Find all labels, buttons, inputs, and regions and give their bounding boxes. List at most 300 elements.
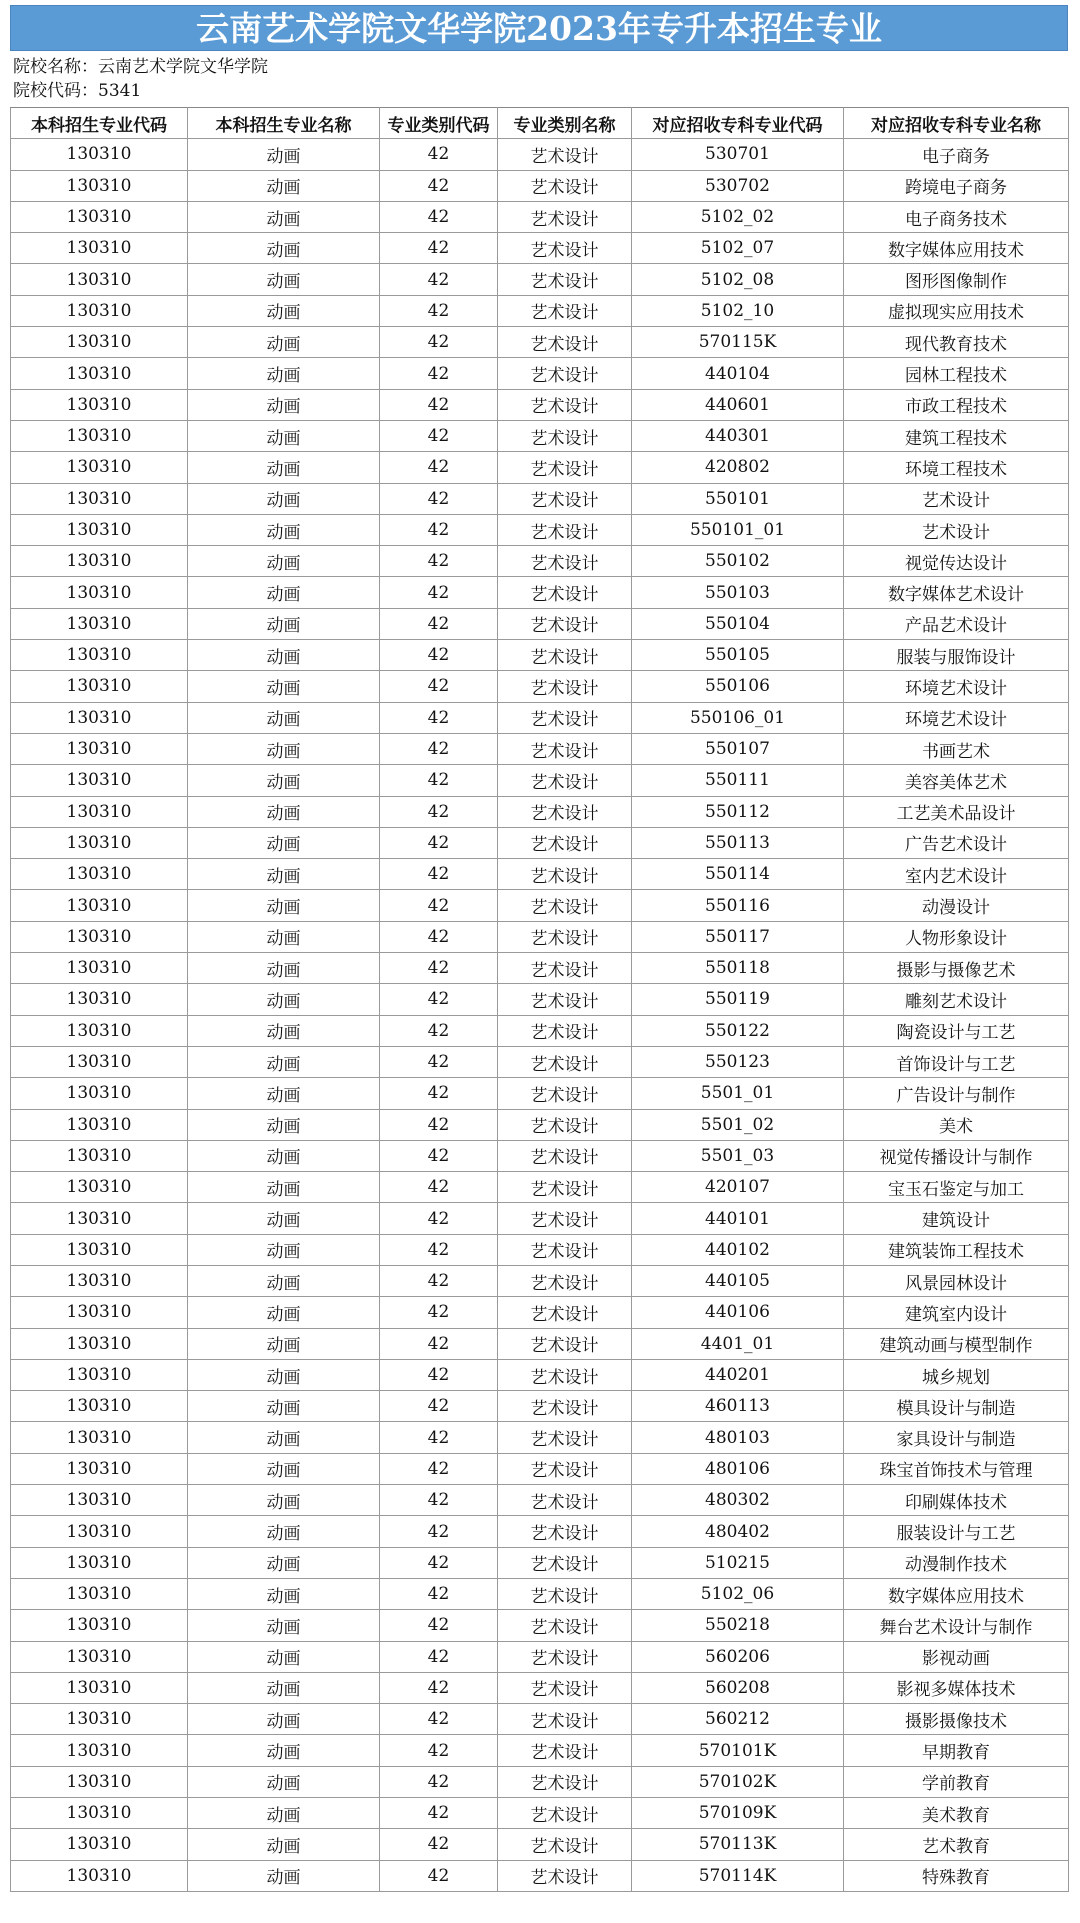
major-name-cell: 动画: [188, 1109, 380, 1140]
category-code-cell: 42: [380, 1735, 498, 1766]
major-name-cell: 动画: [188, 1672, 380, 1703]
major-code-cell: 130310: [11, 859, 188, 890]
college-major-name-cell: 建筑设计: [844, 1203, 1069, 1234]
category-name-cell: 艺术设计: [498, 702, 632, 733]
college-major-code-cell: 570113K: [632, 1829, 844, 1860]
major-name-cell: 动画: [188, 264, 380, 295]
table-header-row: [11, 108, 1069, 139]
major-code-cell: 130310: [11, 1328, 188, 1359]
college-major-name-cell: 虚拟现实应用技术: [844, 295, 1069, 326]
college-major-code-cell: 440102: [632, 1234, 844, 1265]
major-code-cell: 130310: [11, 921, 188, 952]
college-major-name-cell: 建筑动画与模型制作: [844, 1328, 1069, 1359]
category-code-cell: 42: [380, 201, 498, 232]
table-row: [11, 1735, 1069, 1766]
college-major-name-cell: 艺术教育: [844, 1829, 1069, 1860]
table-row: [11, 1140, 1069, 1171]
major-code-cell: 130310: [11, 640, 188, 671]
college-major-name-cell: 艺术设计: [844, 514, 1069, 545]
category-code-cell: 42: [380, 1328, 498, 1359]
category-code-cell: 42: [380, 1422, 498, 1453]
major-name-cell: 动画: [188, 546, 380, 577]
college-major-name-cell: 图形图像制作: [844, 264, 1069, 295]
table-row: [11, 233, 1069, 264]
category-name-cell: 艺术设计: [498, 389, 632, 420]
college-major-code-cell: 570101K: [632, 1735, 844, 1766]
table-row: [11, 1766, 1069, 1797]
major-code-cell: 130310: [11, 796, 188, 827]
category-name-cell: 艺术设计: [498, 859, 632, 890]
college-major-name-cell: 模具设计与制造: [844, 1391, 1069, 1422]
majors-table: [10, 107, 1069, 1892]
category-name-cell: 艺术设计: [498, 1860, 632, 1891]
table-row: [11, 1172, 1069, 1203]
major-code-cell: 130310: [11, 1641, 188, 1672]
major-code-cell: 130310: [11, 1704, 188, 1735]
category-name-cell: 艺术设计: [498, 1046, 632, 1077]
table-row: [11, 452, 1069, 483]
college-major-code-cell: 440601: [632, 389, 844, 420]
college-major-code-cell: 480302: [632, 1485, 844, 1516]
major-code-cell: 130310: [11, 827, 188, 858]
category-code-cell: 42: [380, 890, 498, 921]
major-name-cell: 动画: [188, 984, 380, 1015]
category-code-cell: 42: [380, 1860, 498, 1891]
table-row: [11, 327, 1069, 358]
category-code-cell: 42: [380, 859, 498, 890]
category-name-cell: 艺术设计: [498, 1485, 632, 1516]
college-major-code-cell: 550101: [632, 483, 844, 514]
major-name-cell: 动画: [188, 1766, 380, 1797]
category-name-cell: 艺术设计: [498, 514, 632, 545]
category-name-cell: 艺术设计: [498, 358, 632, 389]
major-code-cell: 130310: [11, 733, 188, 764]
college-major-name-cell: 室内艺术设计: [844, 859, 1069, 890]
category-name-cell: 艺术设计: [498, 546, 632, 577]
college-major-code-cell: 570114K: [632, 1860, 844, 1891]
category-code-cell: 42: [380, 264, 498, 295]
category-code-cell: 42: [380, 921, 498, 952]
major-code-cell: 130310: [11, 1453, 188, 1484]
table-row: [11, 295, 1069, 326]
college-major-name-cell: 学前教育: [844, 1766, 1069, 1797]
header-college-major-code: 对应招收专科专业代码: [632, 108, 844, 139]
major-name-cell: 动画: [188, 295, 380, 326]
table-row: [11, 1391, 1069, 1422]
category-code-cell: 42: [380, 1485, 498, 1516]
category-code-cell: 42: [380, 483, 498, 514]
table-row: [11, 1453, 1069, 1484]
college-major-code-cell: 550102: [632, 546, 844, 577]
major-name-cell: 动画: [188, 765, 380, 796]
major-name-cell: 动画: [188, 890, 380, 921]
major-code-cell: 130310: [11, 702, 188, 733]
college-major-code-cell: 550117: [632, 921, 844, 952]
major-name-cell: 动画: [188, 827, 380, 858]
category-code-cell: 42: [380, 139, 498, 170]
major-name-cell: 动画: [188, 702, 380, 733]
college-major-code-cell: 420802: [632, 452, 844, 483]
major-name-cell: 动画: [188, 1359, 380, 1390]
category-name-cell: 艺术设计: [498, 1829, 632, 1860]
college-major-code-cell: 550122: [632, 1015, 844, 1046]
college-major-name-cell: 跨境电子商务: [844, 170, 1069, 201]
table-row: [11, 1078, 1069, 1109]
college-major-code-cell: 530702: [632, 170, 844, 201]
major-code-cell: 130310: [11, 170, 188, 201]
college-major-code-cell: 550111: [632, 765, 844, 796]
table-row: [11, 890, 1069, 921]
college-major-name-cell: 家具设计与制造: [844, 1422, 1069, 1453]
category-code-cell: 42: [380, 1391, 498, 1422]
school-code-line: [10, 79, 1068, 103]
major-name-cell: 动画: [188, 1735, 380, 1766]
major-code-cell: 130310: [11, 201, 188, 232]
table-row: [11, 1547, 1069, 1578]
category-code-cell: 42: [380, 733, 498, 764]
category-name-cell: 艺术设计: [498, 1453, 632, 1484]
college-major-code-cell: 480106: [632, 1453, 844, 1484]
college-major-name-cell: 印刷媒体技术: [844, 1485, 1069, 1516]
major-code-cell: 130310: [11, 1829, 188, 1860]
category-name-cell: 艺术设计: [498, 327, 632, 358]
college-major-name-cell: 广告艺术设计: [844, 827, 1069, 858]
category-code-cell: 42: [380, 984, 498, 1015]
category-name-cell: 艺术设计: [498, 1297, 632, 1328]
category-code-cell: 42: [380, 389, 498, 420]
table-row: [11, 1641, 1069, 1672]
college-major-name-cell: 艺术设计: [844, 483, 1069, 514]
table-row: [11, 984, 1069, 1015]
category-name-cell: 艺术设计: [498, 1078, 632, 1109]
table-row: [11, 1704, 1069, 1735]
category-code-cell: 42: [380, 796, 498, 827]
college-major-code-cell: 440104: [632, 358, 844, 389]
category-code-cell: 42: [380, 953, 498, 984]
category-code-cell: 42: [380, 233, 498, 264]
major-code-cell: 130310: [11, 420, 188, 451]
college-major-code-cell: 5102_07: [632, 233, 844, 264]
college-major-code-cell: 550113: [632, 827, 844, 858]
major-code-cell: 130310: [11, 1516, 188, 1547]
college-major-name-cell: 建筑装饰工程技术: [844, 1234, 1069, 1265]
category-code-cell: 42: [380, 1516, 498, 1547]
major-code-cell: 130310: [11, 1578, 188, 1609]
college-major-code-cell: 550106_01: [632, 702, 844, 733]
category-name-cell: 艺术设计: [498, 1672, 632, 1703]
category-name-cell: 艺术设计: [498, 233, 632, 264]
category-code-cell: 42: [380, 1359, 498, 1390]
college-major-code-cell: 550107: [632, 733, 844, 764]
college-major-code-cell: 5501_01: [632, 1078, 844, 1109]
category-name-cell: 艺术设计: [498, 1391, 632, 1422]
major-code-cell: 130310: [11, 1766, 188, 1797]
major-name-cell: 动画: [188, 1328, 380, 1359]
college-major-code-cell: 5102_06: [632, 1578, 844, 1609]
major-code-cell: 130310: [11, 1391, 188, 1422]
category-code-cell: 42: [380, 1610, 498, 1641]
category-name-cell: 艺术设计: [498, 1328, 632, 1359]
major-name-cell: 动画: [188, 1547, 380, 1578]
major-code-cell: 130310: [11, 890, 188, 921]
college-major-name-cell: 摄影与摄像艺术: [844, 953, 1069, 984]
college-major-name-cell: 视觉传达设计: [844, 546, 1069, 577]
major-name-cell: 动画: [188, 921, 380, 952]
college-major-code-cell: 5102_02: [632, 201, 844, 232]
major-name-cell: 动画: [188, 577, 380, 608]
table-row: [11, 546, 1069, 577]
college-major-code-cell: 550105: [632, 640, 844, 671]
college-major-code-cell: 550112: [632, 796, 844, 827]
major-name-cell: 动画: [188, 953, 380, 984]
sheet-title: 云南艺术学院文华学院2023年专升本招生专业: [10, 5, 1068, 51]
major-code-cell: 130310: [11, 1547, 188, 1578]
major-name-cell: 动画: [188, 1391, 380, 1422]
college-major-code-cell: 570109K: [632, 1798, 844, 1829]
category-name-cell: 艺术设计: [498, 1109, 632, 1140]
major-name-cell: 动画: [188, 608, 380, 639]
college-major-code-cell: 440105: [632, 1265, 844, 1296]
college-major-code-cell: 550118: [632, 953, 844, 984]
admission-sheet: [10, 5, 1068, 1892]
category-code-cell: 42: [380, 295, 498, 326]
college-major-name-cell: 美术: [844, 1109, 1069, 1140]
major-code-cell: 130310: [11, 765, 188, 796]
table-row: [11, 1203, 1069, 1234]
header-major-code: 本科招生专业代码: [11, 108, 188, 139]
category-name-cell: 艺术设计: [498, 1140, 632, 1171]
category-name-cell: 艺术设计: [498, 953, 632, 984]
major-name-cell: 动画: [188, 1485, 380, 1516]
major-code-cell: 130310: [11, 358, 188, 389]
category-code-cell: 42: [380, 1078, 498, 1109]
college-major-code-cell: 5501_02: [632, 1109, 844, 1140]
table-body: [11, 139, 1069, 1892]
major-code-cell: 130310: [11, 1422, 188, 1453]
category-code-cell: 42: [380, 1829, 498, 1860]
category-code-cell: 42: [380, 577, 498, 608]
college-major-code-cell: 480103: [632, 1422, 844, 1453]
major-name-cell: 动画: [188, 859, 380, 890]
college-major-code-cell: 570115K: [632, 327, 844, 358]
college-major-code-cell: 420107: [632, 1172, 844, 1203]
major-name-cell: 动画: [188, 139, 380, 170]
college-major-name-cell: 服装与服饰设计: [844, 640, 1069, 671]
table-row: [11, 358, 1069, 389]
category-code-cell: 42: [380, 170, 498, 201]
college-major-name-cell: 环境艺术设计: [844, 671, 1069, 702]
category-code-cell: 42: [380, 514, 498, 545]
school-code-label: 院校代码：: [13, 81, 98, 101]
category-name-cell: 艺术设计: [498, 984, 632, 1015]
college-major-name-cell: 环境工程技术: [844, 452, 1069, 483]
table-row: [11, 796, 1069, 827]
college-major-code-cell: 550103: [632, 577, 844, 608]
college-major-name-cell: 早期教育: [844, 1735, 1069, 1766]
college-major-code-cell: 5102_08: [632, 264, 844, 295]
college-major-name-cell: 人物形象设计: [844, 921, 1069, 952]
college-major-name-cell: 书画艺术: [844, 733, 1069, 764]
college-major-name-cell: 广告设计与制作: [844, 1078, 1069, 1109]
college-major-name-cell: 数字媒体应用技术: [844, 233, 1069, 264]
table-row: [11, 420, 1069, 451]
major-code-cell: 130310: [11, 1140, 188, 1171]
major-code-cell: 130310: [11, 1610, 188, 1641]
major-name-cell: 动画: [188, 1453, 380, 1484]
major-name-cell: 动画: [188, 1234, 380, 1265]
major-name-cell: 动画: [188, 1641, 380, 1672]
category-name-cell: 艺术设计: [498, 1735, 632, 1766]
major-code-cell: 130310: [11, 1234, 188, 1265]
category-name-cell: 艺术设计: [498, 1704, 632, 1735]
table-row: [11, 1578, 1069, 1609]
category-code-cell: 42: [380, 1172, 498, 1203]
college-major-code-cell: 5501_03: [632, 1140, 844, 1171]
major-code-cell: 130310: [11, 452, 188, 483]
table-row: [11, 733, 1069, 764]
major-name-cell: 动画: [188, 640, 380, 671]
major-name-cell: 动画: [188, 420, 380, 451]
table-row: [11, 1265, 1069, 1296]
table-row: [11, 139, 1069, 170]
major-code-cell: 130310: [11, 1015, 188, 1046]
table-row: [11, 483, 1069, 514]
category-name-cell: 艺术设计: [498, 1234, 632, 1265]
college-major-name-cell: 美术教育: [844, 1798, 1069, 1829]
category-name-cell: 艺术设计: [498, 765, 632, 796]
major-name-cell: 动画: [188, 327, 380, 358]
college-major-name-cell: 服装设计与工艺: [844, 1516, 1069, 1547]
college-major-name-cell: 首饰设计与工艺: [844, 1046, 1069, 1077]
category-code-cell: 42: [380, 546, 498, 577]
college-major-code-cell: 440301: [632, 420, 844, 451]
table-row: [11, 608, 1069, 639]
college-major-name-cell: 风景园林设计: [844, 1265, 1069, 1296]
category-code-cell: 42: [380, 1641, 498, 1672]
major-name-cell: 动画: [188, 1578, 380, 1609]
major-name-cell: 动画: [188, 796, 380, 827]
category-name-cell: 艺术设计: [498, 1578, 632, 1609]
college-major-name-cell: 舞台艺术设计与制作: [844, 1610, 1069, 1641]
category-code-cell: 42: [380, 1234, 498, 1265]
category-name-cell: 艺术设计: [498, 733, 632, 764]
college-major-code-cell: 560212: [632, 1704, 844, 1735]
college-major-code-cell: 550119: [632, 984, 844, 1015]
category-code-cell: 42: [380, 1203, 498, 1234]
category-code-cell: 42: [380, 1109, 498, 1140]
category-name-cell: 艺术设计: [498, 921, 632, 952]
college-major-name-cell: 数字媒体艺术设计: [844, 577, 1069, 608]
table-row: [11, 170, 1069, 201]
college-major-name-cell: 宝玉石鉴定与加工: [844, 1172, 1069, 1203]
category-code-cell: 42: [380, 420, 498, 451]
college-major-name-cell: 建筑工程技术: [844, 420, 1069, 451]
major-code-cell: 130310: [11, 1109, 188, 1140]
category-code-cell: 42: [380, 1265, 498, 1296]
category-code-cell: 42: [380, 1015, 498, 1046]
category-name-cell: 艺术设计: [498, 295, 632, 326]
college-major-name-cell: 特殊教育: [844, 1860, 1069, 1891]
category-code-cell: 42: [380, 1046, 498, 1077]
category-name-cell: 艺术设计: [498, 1422, 632, 1453]
table-row: [11, 1485, 1069, 1516]
college-major-name-cell: 城乡规划: [844, 1359, 1069, 1390]
school-code: 5341: [98, 81, 142, 101]
major-name-cell: 动画: [188, 1265, 380, 1296]
college-major-name-cell: 数字媒体应用技术: [844, 1578, 1069, 1609]
category-code-cell: 42: [380, 452, 498, 483]
table-row: [11, 1297, 1069, 1328]
college-major-code-cell: 4401_01: [632, 1328, 844, 1359]
table-row: [11, 859, 1069, 890]
major-name-cell: 动画: [188, 514, 380, 545]
table-row: [11, 1359, 1069, 1390]
major-name-cell: 动画: [188, 201, 380, 232]
category-name-cell: 艺术设计: [498, 1766, 632, 1797]
category-code-cell: 42: [380, 1578, 498, 1609]
major-code-cell: 130310: [11, 953, 188, 984]
college-major-name-cell: 市政工程技术: [844, 389, 1069, 420]
college-major-name-cell: 现代教育技术: [844, 327, 1069, 358]
category-name-cell: 艺术设计: [498, 483, 632, 514]
major-name-cell: 动画: [188, 170, 380, 201]
major-code-cell: 130310: [11, 327, 188, 358]
category-code-cell: 42: [380, 1766, 498, 1797]
category-name-cell: 艺术设计: [498, 577, 632, 608]
table-row: [11, 1015, 1069, 1046]
category-name-cell: 艺术设计: [498, 201, 632, 232]
college-major-name-cell: 产品艺术设计: [844, 608, 1069, 639]
category-code-cell: 42: [380, 327, 498, 358]
college-major-name-cell: 视觉传播设计与制作: [844, 1140, 1069, 1171]
major-code-cell: 130310: [11, 1798, 188, 1829]
major-name-cell: 动画: [188, 452, 380, 483]
college-major-code-cell: 530701: [632, 139, 844, 170]
table-row: [11, 1328, 1069, 1359]
table-row: [11, 1046, 1069, 1077]
major-name-cell: 动画: [188, 733, 380, 764]
category-code-cell: 42: [380, 358, 498, 389]
category-code-cell: 42: [380, 1798, 498, 1829]
college-major-code-cell: 550123: [632, 1046, 844, 1077]
college-major-code-cell: 550101_01: [632, 514, 844, 545]
major-code-cell: 130310: [11, 671, 188, 702]
major-name-cell: 动画: [188, 1829, 380, 1860]
major-code-cell: 130310: [11, 1265, 188, 1296]
college-major-name-cell: 影视动画: [844, 1641, 1069, 1672]
major-name-cell: 动画: [188, 1297, 380, 1328]
major-code-cell: 130310: [11, 264, 188, 295]
category-name-cell: 艺术设计: [498, 1265, 632, 1296]
category-code-cell: 42: [380, 765, 498, 796]
college-major-name-cell: 美容美体艺术: [844, 765, 1069, 796]
college-major-name-cell: 动漫制作技术: [844, 1547, 1069, 1578]
category-code-cell: 42: [380, 640, 498, 671]
college-major-code-cell: 440101: [632, 1203, 844, 1234]
table-row: [11, 671, 1069, 702]
major-name-cell: 动画: [188, 1046, 380, 1077]
category-code-cell: 42: [380, 1140, 498, 1171]
category-code-cell: 42: [380, 702, 498, 733]
table-row: [11, 921, 1069, 952]
college-major-name-cell: 动漫设计: [844, 890, 1069, 921]
college-major-name-cell: 雕刻艺术设计: [844, 984, 1069, 1015]
table-row: [11, 1234, 1069, 1265]
category-code-cell: 42: [380, 1297, 498, 1328]
category-name-cell: 艺术设计: [498, 1610, 632, 1641]
category-name-cell: 艺术设计: [498, 1798, 632, 1829]
major-code-cell: 130310: [11, 1046, 188, 1077]
